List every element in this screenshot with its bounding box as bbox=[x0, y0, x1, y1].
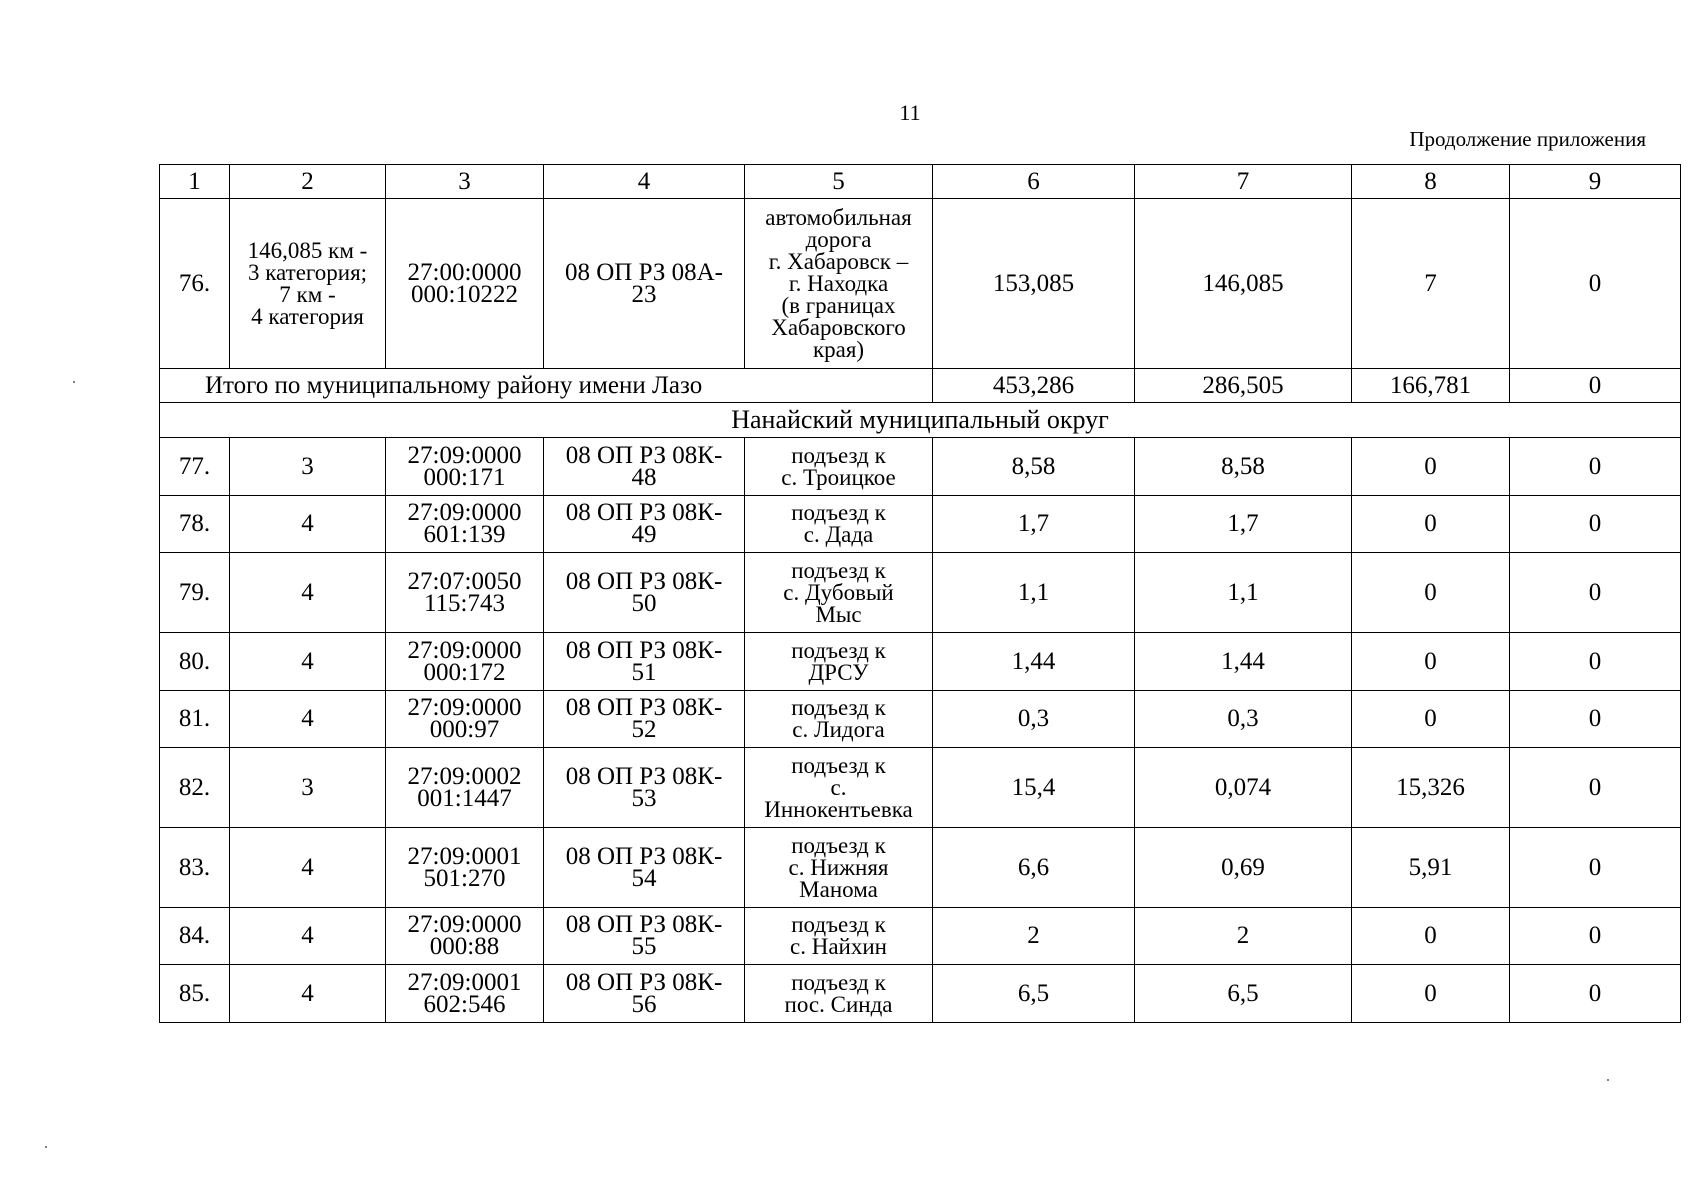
road-id-cell-line: 50 bbox=[631, 589, 657, 617]
road-name-cell-line: с. Дада bbox=[803, 522, 874, 547]
road-id-cell bbox=[544, 748, 745, 828]
road-id-cell bbox=[544, 553, 745, 633]
length-col9-cell: 0 bbox=[1510, 691, 1681, 748]
cadastral-cell-line: 27:09:0001 bbox=[407, 968, 522, 996]
road-id-line: 08 ОП РЗ 08А- bbox=[565, 258, 723, 286]
cadastral-cell-line: 27:07:0050 bbox=[407, 567, 522, 595]
total-length-cell: 6,6 bbox=[933, 828, 1135, 908]
total-length-cell: 0,3 bbox=[933, 691, 1135, 748]
cadastral-cell-line: 27:09:0001 bbox=[407, 842, 522, 870]
category-cell: 4 bbox=[230, 908, 386, 965]
total-col6: 453,286 bbox=[933, 369, 1135, 403]
row-number: 83. bbox=[160, 828, 230, 908]
road-name-line: г. Хабаровск – bbox=[768, 248, 909, 274]
road-name-cell-line: Манома bbox=[799, 876, 878, 902]
total-length-cell: 2 bbox=[933, 908, 1135, 965]
length-col9-cell: 0 bbox=[1510, 748, 1681, 828]
length-col8-cell: 0 bbox=[1352, 965, 1510, 1023]
length-col9-cell: 0 bbox=[1510, 828, 1681, 908]
road-id-cell-line: 51 bbox=[631, 658, 657, 686]
length-col7-cell: 1,1 bbox=[1135, 553, 1352, 633]
length-col9-cell: 0 bbox=[1510, 633, 1681, 691]
category-cell: 4 bbox=[230, 496, 386, 553]
category-cell: 3 bbox=[230, 438, 386, 496]
road-name-line: г. Находка bbox=[788, 270, 889, 296]
road-name-cell bbox=[745, 553, 933, 633]
length-col9-cell: 0 bbox=[1510, 199, 1681, 369]
total-label: Итого по муниципальному району имени Лазо bbox=[160, 369, 933, 403]
road-id-cell-line: 08 ОП РЗ 08К- bbox=[565, 842, 723, 870]
table-row bbox=[160, 965, 1681, 1023]
road-name-cell-line: подъезд к bbox=[791, 695, 886, 720]
page-number: 11 bbox=[899, 100, 921, 125]
road-name-line: Хабаровского bbox=[771, 314, 906, 340]
cadastral-cell bbox=[386, 965, 544, 1023]
table-row bbox=[160, 633, 1681, 691]
cadastral-cell-line: 602:546 bbox=[423, 990, 506, 1018]
road-name-cell bbox=[745, 199, 933, 369]
total-length-cell: 153,085 bbox=[933, 199, 1135, 369]
road-name-cell-line: подъезд к bbox=[791, 969, 886, 995]
table-row bbox=[160, 438, 1681, 496]
road-name-cell-line: с. Лидога bbox=[792, 717, 885, 742]
road-id-cell-line: 08 ОП РЗ 08К- bbox=[565, 499, 723, 526]
road-name-cell-line: пос. Синда bbox=[784, 991, 893, 1017]
road-id-cell-line: 56 bbox=[631, 990, 657, 1018]
cadastral-cell bbox=[386, 633, 544, 691]
column-number: 3 bbox=[386, 165, 544, 199]
column-number-row bbox=[160, 165, 1681, 199]
length-col9-cell: 0 bbox=[1510, 965, 1681, 1023]
length-col8-cell: 15,326 bbox=[1352, 748, 1510, 828]
road-name-cell bbox=[745, 748, 933, 828]
cadastral-cell bbox=[386, 828, 544, 908]
road-id-cell bbox=[544, 828, 745, 908]
road-name-cell bbox=[745, 965, 933, 1023]
cadastral-cell-line: 000:171 bbox=[423, 463, 506, 491]
total-row bbox=[160, 369, 1681, 403]
category-cell: 4 bbox=[230, 633, 386, 691]
road-name-cell-line: с. Нижняя bbox=[788, 854, 889, 880]
road-id-cell bbox=[544, 908, 745, 965]
road-id-cell bbox=[544, 199, 745, 369]
cadastral-cell-line: 27:09:0000 bbox=[407, 441, 522, 469]
category-cell: 4 bbox=[230, 965, 386, 1023]
road-id-cell-line: 08 ОП РЗ 08К- bbox=[565, 694, 723, 721]
cadastral-cell-line: 501:270 bbox=[423, 864, 506, 892]
category-cell: 4 bbox=[230, 553, 386, 633]
road-name-line: дорога bbox=[805, 226, 872, 252]
road-name-cell bbox=[745, 633, 933, 691]
total-length-cell: 8,58 bbox=[933, 438, 1135, 496]
length-col7-cell: 1,44 bbox=[1135, 633, 1352, 691]
cadastral-cell-line: 115:743 bbox=[423, 589, 506, 617]
road-id-cell bbox=[544, 496, 745, 553]
total-length-cell: 1,1 bbox=[933, 553, 1135, 633]
road-id-cell bbox=[544, 633, 745, 691]
category-line: 7 км - bbox=[279, 281, 336, 307]
scan-speck bbox=[73, 381, 75, 383]
road-id-cell-line: 08 ОП РЗ 08К- bbox=[565, 567, 723, 595]
table-row bbox=[160, 908, 1681, 965]
length-col8-cell: 0 bbox=[1352, 691, 1510, 748]
road-id-cell-line: 49 bbox=[631, 521, 657, 548]
length-col7-cell: 8,58 bbox=[1135, 438, 1352, 496]
row-number: 81. bbox=[160, 691, 230, 748]
road-name-cell-line: подъезд к bbox=[791, 442, 886, 468]
scan-speck bbox=[45, 1146, 47, 1148]
total-col7: 286,505 bbox=[1135, 369, 1352, 403]
length-col9-cell: 0 bbox=[1510, 438, 1681, 496]
column-number: 7 bbox=[1135, 165, 1352, 199]
length-col7-cell: 1,7 bbox=[1135, 496, 1352, 553]
length-col7-cell: 6,5 bbox=[1135, 965, 1352, 1023]
length-col8-cell: 5,91 bbox=[1352, 828, 1510, 908]
length-col8-cell: 0 bbox=[1352, 496, 1510, 553]
cadastral-cell-line: 601:139 bbox=[423, 521, 506, 548]
total-length-cell: 15,4 bbox=[933, 748, 1135, 828]
cadastral-cell-line: 27:09:0000 bbox=[407, 636, 522, 664]
length-col7-cell: 2 bbox=[1135, 908, 1352, 965]
column-number: 9 bbox=[1510, 165, 1681, 199]
road-id-cell-line: 54 bbox=[631, 864, 657, 892]
length-col7-cell: 0,3 bbox=[1135, 691, 1352, 748]
cadastral-cell-line: 001:1447 bbox=[417, 784, 512, 812]
road-name-cell-line: подъезд к bbox=[791, 912, 886, 937]
row-number: 79. bbox=[160, 553, 230, 633]
road-id-cell-line: 48 bbox=[631, 463, 657, 491]
length-col7-cell: 0,69 bbox=[1135, 828, 1352, 908]
category-line: 4 категория bbox=[251, 303, 364, 329]
cadastral-line: 000:10222 bbox=[411, 280, 518, 308]
cadastral-cell bbox=[386, 908, 544, 965]
column-number: 8 bbox=[1352, 165, 1510, 199]
total-length-cell: 1,7 bbox=[933, 496, 1135, 553]
cadastral-cell-line: 000:172 bbox=[423, 658, 506, 686]
row-number: 76. bbox=[160, 199, 230, 369]
row-number: 80. bbox=[160, 633, 230, 691]
length-col8-cell: 0 bbox=[1352, 438, 1510, 496]
row-number: 85. bbox=[160, 965, 230, 1023]
cadastral-cell bbox=[386, 199, 544, 369]
road-id-cell-line: 52 bbox=[631, 716, 657, 743]
category-line: 146,085 км - bbox=[247, 237, 368, 263]
column-number: 2 bbox=[230, 165, 386, 199]
category-cell bbox=[230, 199, 386, 369]
road-name-cell-line: Иннокентьевка bbox=[764, 796, 913, 822]
road-name-line: (в границах bbox=[781, 292, 896, 318]
road-id-cell bbox=[544, 438, 745, 496]
table-row bbox=[160, 691, 1681, 748]
column-number: 5 bbox=[745, 165, 933, 199]
road-name-cell-line: с. bbox=[830, 774, 847, 800]
row-number: 84. bbox=[160, 908, 230, 965]
road-name-cell-line: подъезд к bbox=[791, 637, 886, 663]
road-name-line: края) bbox=[812, 336, 865, 362]
road-name-cell bbox=[745, 908, 933, 965]
length-col9-cell: 0 bbox=[1510, 553, 1681, 633]
length-col9-cell: 0 bbox=[1510, 908, 1681, 965]
row-number: 77. bbox=[160, 438, 230, 496]
road-name-cell-line: с. Дубовый bbox=[783, 579, 894, 605]
category-line: 3 категория; bbox=[247, 259, 368, 285]
district-heading: Нанайский муниципальный округ bbox=[160, 403, 1681, 438]
continuation-label: Продолжение приложения bbox=[1409, 127, 1646, 151]
row-number: 78. bbox=[160, 496, 230, 553]
cadastral-cell-line: 000:97 bbox=[429, 716, 500, 743]
column-number: 1 bbox=[160, 165, 230, 199]
road-name-cell-line: Мыс bbox=[815, 601, 862, 627]
road-name-cell-line: подъезд к bbox=[791, 752, 886, 778]
total-col8: 166,781 bbox=[1352, 369, 1510, 403]
column-number: 6 bbox=[933, 165, 1135, 199]
road-id-cell-line: 08 ОП РЗ 08К- bbox=[565, 762, 723, 790]
road-id-cell-line: 08 ОП РЗ 08К- bbox=[565, 968, 723, 996]
cadastral-cell bbox=[386, 553, 544, 633]
road-name-cell-line: с. Троицкое bbox=[781, 464, 896, 490]
cadastral-cell bbox=[386, 496, 544, 553]
road-name-cell bbox=[745, 438, 933, 496]
cadastral-cell bbox=[386, 438, 544, 496]
length-col8-cell: 0 bbox=[1352, 553, 1510, 633]
road-name-cell bbox=[745, 691, 933, 748]
length-col7-cell: 146,085 bbox=[1135, 199, 1352, 369]
district-heading-row bbox=[160, 403, 1681, 438]
total-length-cell: 1,44 bbox=[933, 633, 1135, 691]
cadastral-cell-line: 000:88 bbox=[429, 933, 500, 960]
road-name-line: автомобильная bbox=[765, 204, 912, 230]
length-col8-cell: 7 bbox=[1352, 199, 1510, 369]
road-name-cell bbox=[745, 828, 933, 908]
cadastral-cell-line: 27:09:0000 bbox=[407, 499, 522, 526]
table-row bbox=[160, 496, 1681, 553]
category-cell: 3 bbox=[230, 748, 386, 828]
cadastral-cell bbox=[386, 748, 544, 828]
table-row bbox=[160, 748, 1681, 828]
road-name-cell-line: с. Найхин bbox=[790, 934, 887, 959]
road-name-cell-line: подъезд к bbox=[791, 832, 886, 858]
table-row bbox=[160, 199, 1681, 369]
category-cell: 4 bbox=[230, 691, 386, 748]
road-name-cell-line: подъезд к bbox=[791, 500, 886, 525]
length-col8-cell: 0 bbox=[1352, 633, 1510, 691]
cadastral-cell-line: 27:09:0000 bbox=[407, 694, 522, 721]
road-id-cell-line: 08 ОП РЗ 08К- bbox=[565, 911, 723, 938]
cadastral-cell bbox=[386, 691, 544, 748]
column-number: 4 bbox=[544, 165, 745, 199]
length-col9-cell: 0 bbox=[1510, 496, 1681, 553]
road-id-cell bbox=[544, 691, 745, 748]
road-id-cell-line: 53 bbox=[631, 784, 657, 812]
roads-table bbox=[159, 164, 1681, 1023]
cadastral-cell-line: 27:09:0000 bbox=[407, 911, 522, 938]
road-id-cell-line: 08 ОП РЗ 08К- bbox=[565, 441, 723, 469]
category-cell: 4 bbox=[230, 828, 386, 908]
road-name-cell bbox=[745, 496, 933, 553]
table-row bbox=[160, 553, 1681, 633]
road-id-cell-line: 08 ОП РЗ 08К- bbox=[565, 636, 723, 664]
total-col9: 0 bbox=[1510, 369, 1681, 403]
road-name-cell-line: ДРСУ bbox=[808, 659, 869, 685]
road-id-line: 23 bbox=[631, 280, 657, 308]
road-name-cell-line: подъезд к bbox=[791, 557, 886, 583]
length-col8-cell: 0 bbox=[1352, 908, 1510, 965]
length-col7-cell: 0,074 bbox=[1135, 748, 1352, 828]
table-row bbox=[160, 828, 1681, 908]
road-id-cell bbox=[544, 965, 745, 1023]
total-length-cell: 6,5 bbox=[933, 965, 1135, 1023]
row-number: 82. bbox=[160, 748, 230, 828]
cadastral-line: 27:00:0000 bbox=[407, 258, 522, 286]
scan-speck bbox=[1607, 1079, 1609, 1081]
cadastral-cell-line: 27:09:0002 bbox=[407, 762, 522, 790]
road-id-cell-line: 55 bbox=[631, 933, 657, 960]
